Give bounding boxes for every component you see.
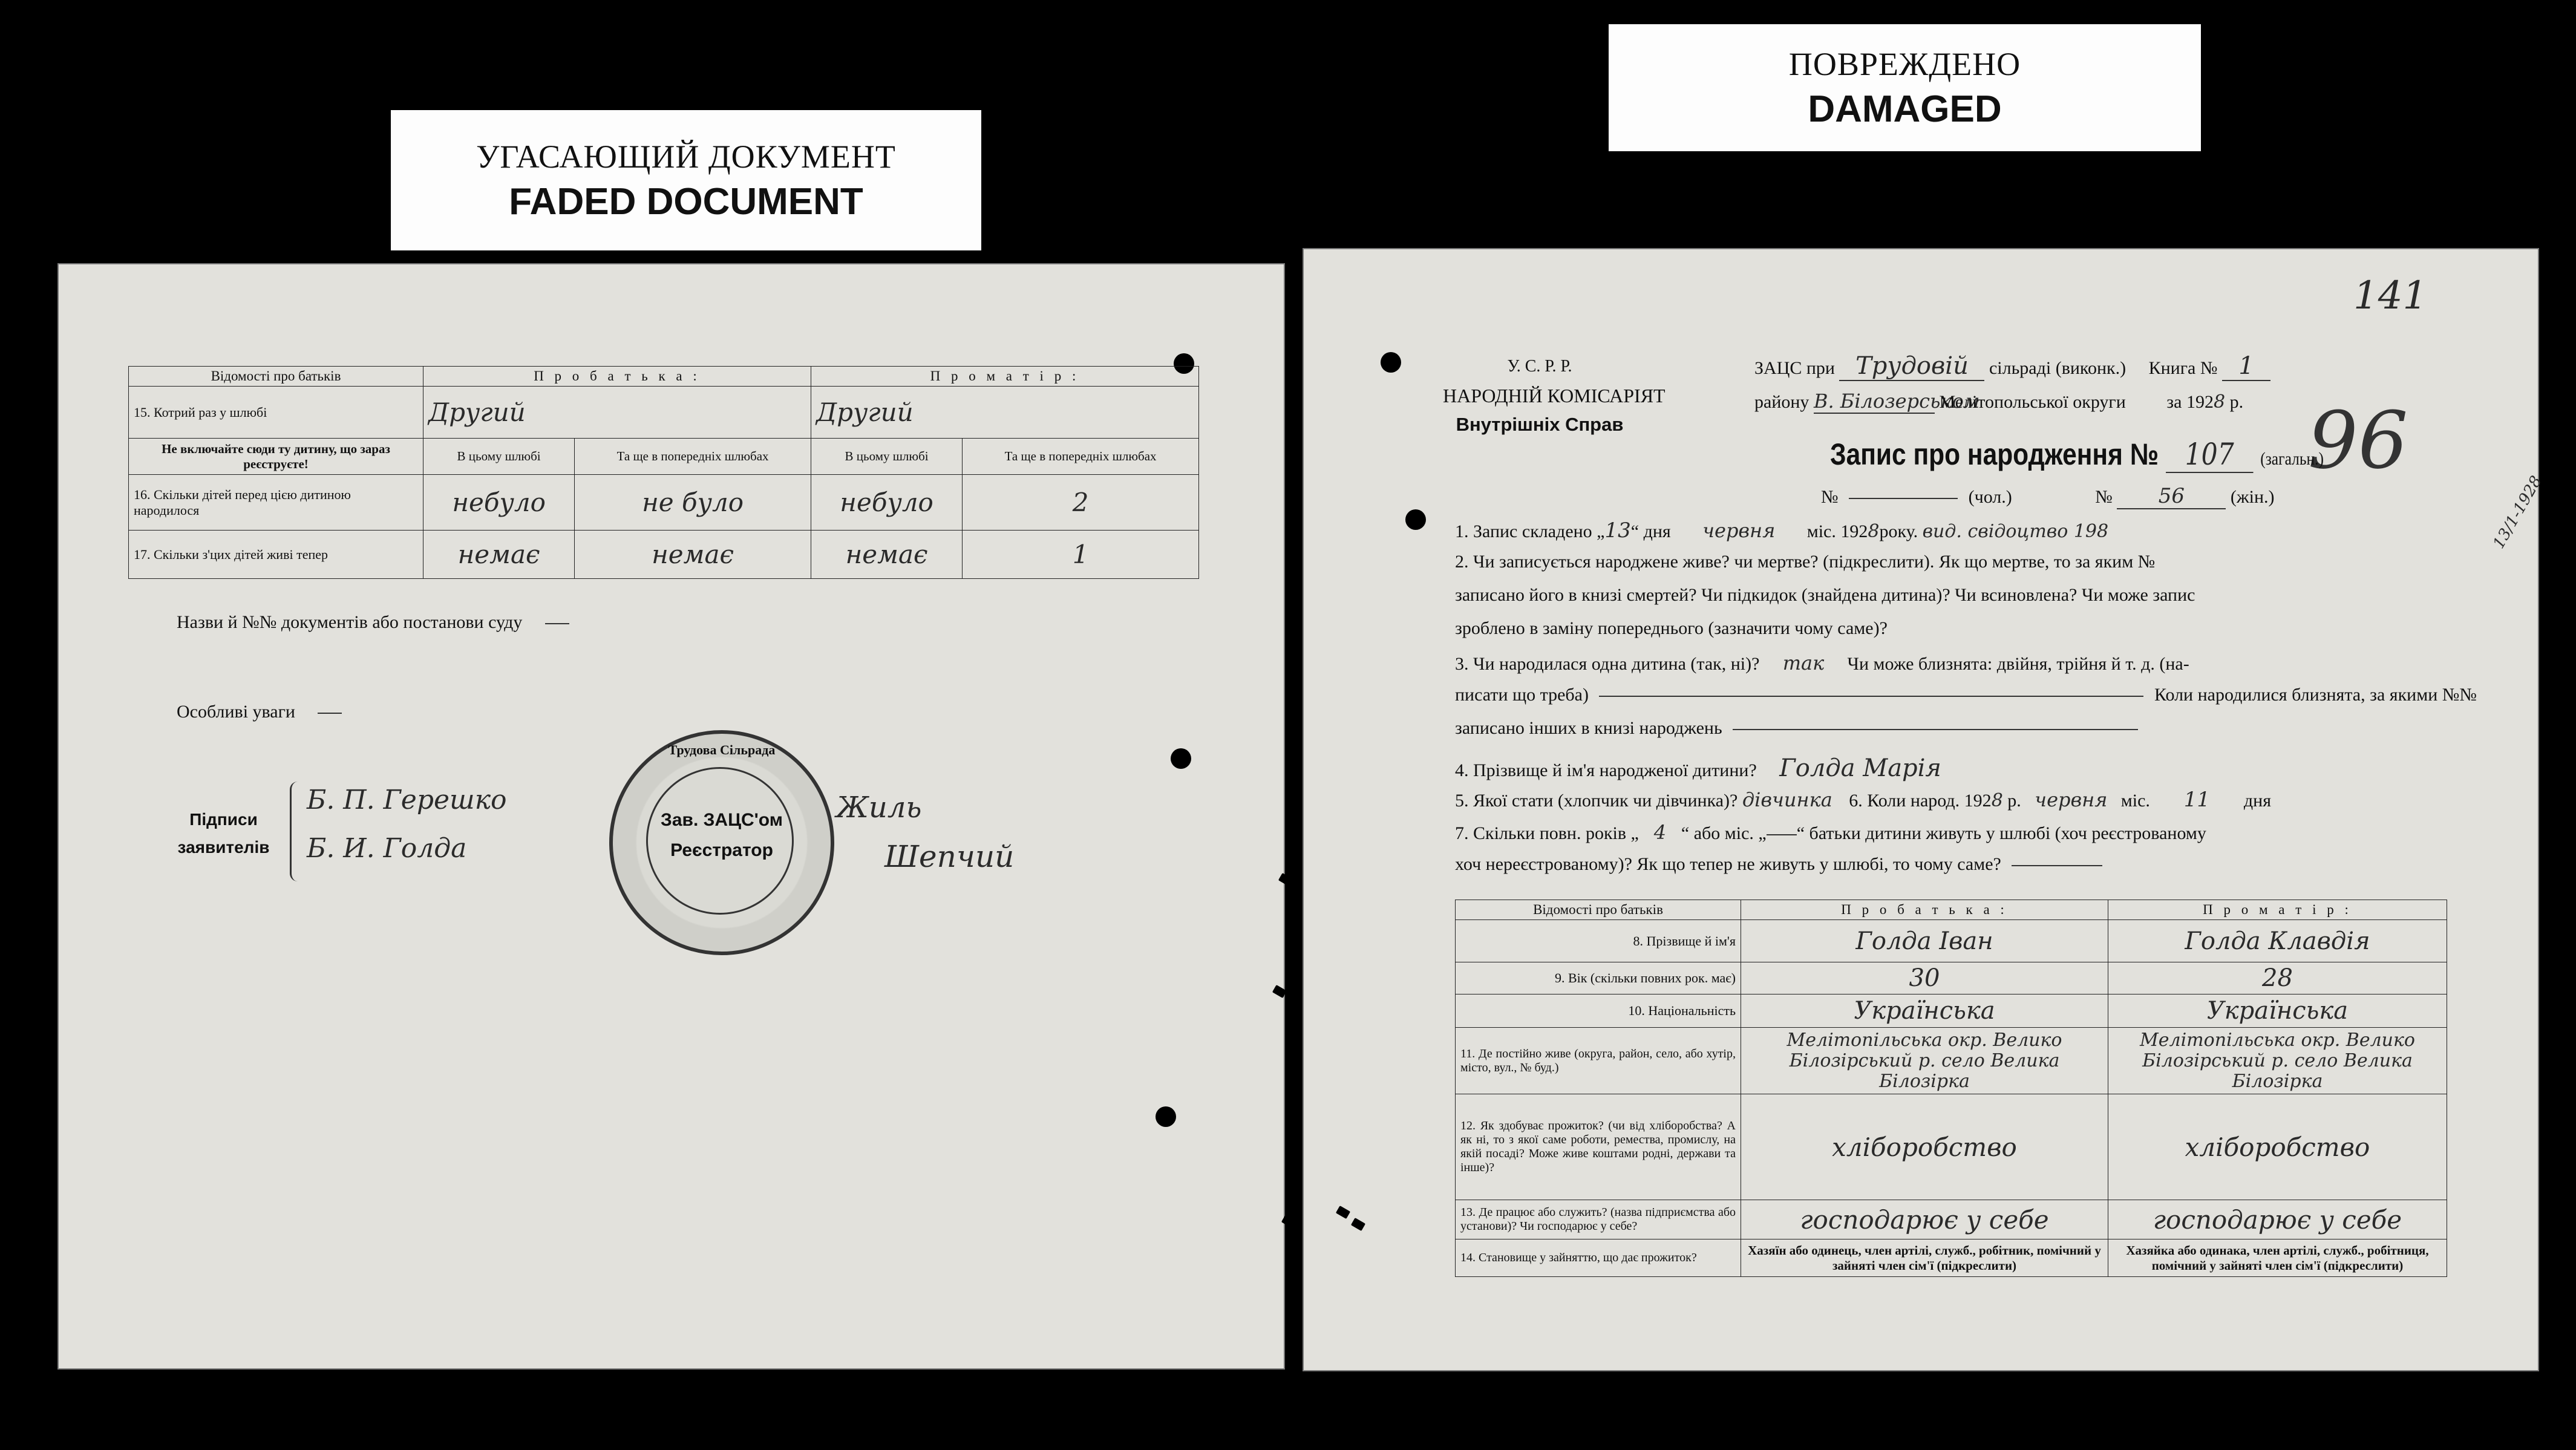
cell-value: 1 [963, 531, 1199, 579]
sub-header: Та ще в попередніх шлюбах [575, 439, 811, 475]
line-text: року. [1879, 521, 1918, 541]
sub-label: Не включайте сюди ту дитину, що зараз реєструєте! [129, 439, 423, 475]
line-text: “ або міс. „ [1681, 823, 1767, 843]
label-en: DAMAGED [1808, 88, 2002, 130]
cell-value: небуло [811, 475, 962, 531]
stamp-center-line2: Реєстратор [670, 840, 773, 860]
parents-table-left [128, 366, 1199, 579]
line-text: Коли народилися близнята, за якими №№ [2154, 685, 2477, 705]
line-text: записано інших в книзі народжень [1455, 718, 1722, 738]
sub-header: Та ще в попередніх шлюбах [963, 439, 1199, 475]
line-5 [1455, 788, 2271, 812]
signature-brace [290, 782, 298, 881]
zags-line [1754, 352, 2270, 381]
table-row [1456, 1028, 2447, 1094]
father-marriage-count: Другий [423, 387, 811, 439]
zags-prefix: ЗАЦС при [1754, 358, 1835, 378]
line-text: писати що треба) [1455, 685, 1589, 705]
big-record-number: 96 [2308, 394, 2408, 486]
mother-value: Українська [2108, 994, 2447, 1028]
cell-value: небуло [423, 475, 575, 531]
mother-value: Голда Клавдія [2108, 920, 2447, 962]
row-label: 15. Котрий раз у шлюбі [129, 387, 423, 439]
birth-year: 8 [1991, 790, 2003, 811]
mother-value: Мелітопільська окр. Велико Білозірський р. село Велика Білозірка [2108, 1028, 2447, 1094]
binding-hole [1405, 509, 1426, 530]
child-name: Голда Марія [1779, 754, 1941, 782]
row-label: 9. Вік (скільки повних рок. має) [1456, 962, 1741, 994]
book-label: Книга № [2148, 358, 2218, 378]
documents-line [177, 612, 569, 633]
mother-marriage-count: Другий [811, 387, 1198, 439]
binding-hole [1381, 352, 1401, 373]
header-cell: П р о м а т і р : [811, 367, 1198, 387]
header-cell: П р о б а т ь к а : [423, 367, 811, 387]
issuer-line2: НАРОДНІЙ КОМІСАРІЯТ [1443, 385, 1666, 407]
cell-value: немає [575, 531, 811, 579]
village-name: Трудовій [1839, 352, 1984, 381]
female-number: 56 [2117, 484, 2226, 509]
row-label: 12. Як здобуває прожиток? (чи від хліборобства? А як ні, то з якої саме роботи, ремества, промислу, на якій посаді? Може живе коштами родні, держави та інше)? [1456, 1094, 1741, 1200]
line-3c [1455, 685, 2477, 705]
female-label: (жін.) [2230, 487, 2275, 507]
registrar-signature-2: Шепчий [884, 839, 1015, 874]
left-page [57, 263, 1285, 1370]
line-7 [1455, 821, 2206, 844]
record-title [1830, 437, 2324, 473]
signature-2: Б. И. Голда [307, 833, 467, 864]
raion-suffix: Мелітопольської округи [1939, 392, 2126, 412]
line-7d [1455, 854, 2102, 875]
documents-label: Назви й №№ документів або постанови суду [177, 612, 523, 632]
mother-value: Хазяйка або одинака, член артілі, служб., робітниця, помічний у зайняті член сім'ї (підкреслити) [2108, 1239, 2447, 1277]
page-number: 141 [2353, 273, 2428, 318]
male-no-label: № [1821, 487, 1839, 507]
notes-line [177, 702, 342, 722]
issuer-block [1443, 352, 1666, 439]
header-cell: Відомості про батьків [129, 367, 423, 387]
row-label: 13. Де працює або служить? (назва підприємства або установи)? Чи господарює у себе? [1456, 1200, 1741, 1239]
years-married: 4 [1653, 821, 1667, 844]
issuer-line3: Внутрішніх Справ [1456, 414, 1624, 435]
registrar-signature: Жиль [836, 791, 922, 825]
line-text: “ дня [1630, 521, 1671, 541]
row-label: 11. Де постійно живе (округа, район, село, або хутір, місто, вул., № буд.) [1456, 1028, 1741, 1094]
father-value: хліборобство [1741, 1094, 2108, 1200]
line-text: 1. Запис складено „ [1455, 521, 1605, 541]
line-2c: зроблено в заміну попереднього (зазначити чому саме)? [1455, 618, 1888, 638]
table-row [1456, 1200, 2447, 1239]
cell-value: немає [811, 531, 962, 579]
line-text: міс. [2120, 791, 2150, 811]
stamp-center-line1: Зав. ЗАЦС'ом [661, 810, 783, 830]
line-text: Чи може близнята: двійня, трійня й т. д. (на- [1847, 654, 2189, 674]
line-text: 3. Чи народилася одна дитина (так, ні)? [1455, 654, 1760, 674]
cell-value: 2 [963, 475, 1199, 531]
parents-table-right [1455, 900, 2447, 1277]
row-label: 10. Національність [1456, 994, 1741, 1028]
line-text: “ батьки дитини живуть у шлюбі (хоч реєстрованому [1796, 823, 2206, 843]
line-text: 5. Якої стати (хлопчик чи дівчинка)? [1455, 791, 1738, 811]
issuer-line1: У. С. Р. Р. [1507, 357, 1572, 376]
book-number: 1 [2222, 352, 2270, 381]
line-1 [1455, 518, 2108, 543]
row-label: 16. Скільки дітей перед цією дитиною народилося [129, 475, 423, 531]
header-cell: П р о м а т і р : [2108, 900, 2447, 920]
margin-note: 13/1-1928 [2489, 472, 2546, 552]
male-label: (чол.) [1968, 487, 2012, 507]
right-page [1303, 248, 2546, 1371]
header-cell: П р о б а т ь к а : [1741, 900, 2108, 920]
row-label: 14. Становище у зайняттю, що дає прожиток? [1456, 1239, 1741, 1277]
female-no-label: № [2095, 487, 2113, 507]
line-text: 6. Коли народ. 192 [1849, 791, 1992, 811]
child-sex: дівчинка [1742, 788, 1832, 811]
line-text: 7. Скільки повн. років „ [1455, 823, 1639, 843]
father-value: Українська [1741, 994, 2108, 1028]
binding-hole [1156, 1106, 1176, 1127]
birth-day: 11 [2183, 788, 2211, 812]
line-text: 4. Прізвище й ім'я народженої дитини? [1455, 760, 1757, 780]
table-row [1456, 994, 2447, 1028]
row-label: 17. Скільки з'цих дітей живі тепер [129, 531, 423, 579]
table-row [1456, 1094, 2447, 1200]
line-4 [1455, 754, 1941, 782]
signature-1: Б. П. Герешко [307, 785, 507, 815]
zags-suffix: сільраді (виконк.) [1989, 358, 2127, 378]
birth-month: червня [2035, 788, 2108, 811]
father-value: господарює у себе [1741, 1200, 2108, 1239]
cell-value: не було [575, 475, 811, 531]
official-stamp [609, 730, 834, 955]
table-row [1456, 962, 2447, 994]
single-birth-answer: так [1782, 652, 1825, 674]
line-3 [1455, 652, 2189, 674]
faded-document-label [391, 110, 981, 250]
year-label: за 192 [2166, 392, 2214, 412]
counts-line [1821, 484, 2275, 509]
record-note: вид. свідоцтво 198 [1922, 521, 2109, 542]
line-text: дня [2243, 791, 2272, 811]
line-2a: 2. Чи записується народжене живе? чи мертве? (підкреслити). Як що мертве, то за яким № [1455, 552, 2156, 572]
raion-name: В. Білозерськом [1813, 390, 1980, 413]
father-value: Мелітопільська окр. Велико Білозірський р. село Велика Білозірка [1741, 1028, 2108, 1094]
line-3e [1455, 718, 2144, 739]
cell-value: немає [423, 531, 575, 579]
record-month: червня [1702, 519, 1776, 542]
notes-label: Особливі уваги [177, 702, 295, 722]
record-title-text: Запис про народження № [1830, 437, 2159, 471]
label-en: FADED DOCUMENT [509, 180, 863, 223]
mother-value: господарює у себе [2108, 1200, 2447, 1239]
signatures-label: Підписи заявителів [177, 810, 270, 857]
binding-hole [1171, 748, 1191, 769]
table-row [1456, 920, 2447, 962]
raion-line [1754, 390, 2243, 414]
damaged-label [1609, 24, 2201, 151]
line-2b: записано його в книзі смертей? Чи підкидок (знайдена дитина)? Чи всиновлена? Чи може запис [1455, 585, 2195, 605]
record-day: 13 [1604, 518, 1631, 543]
sub-header: В цьому шлюбі [423, 439, 575, 475]
total-label: (загальн.) [2260, 449, 2324, 469]
label-ru: ПОВРЕЖДЕНО [1788, 45, 2021, 82]
father-value: Голда Іван [1741, 920, 2108, 962]
mother-value: хліборобство [2108, 1094, 2447, 1200]
record-number: 107 [2166, 437, 2254, 473]
line-text: міс. 192 [1806, 521, 1868, 541]
mother-value: 28 [2108, 962, 2447, 994]
year-r: р. [2229, 392, 2244, 412]
label-ru: УГАСАЮЩИЙ ДОКУМЕНТ [476, 138, 896, 175]
year-digit: 8 [2213, 391, 2226, 413]
table-row [1456, 1239, 2447, 1277]
stamp-ring-text: Трудова Сільрада [668, 742, 776, 757]
raion-prefix: району [1754, 392, 1809, 412]
line-text: хоч нереєстрованому)? Як що тепер не живуть у шлюбі, то чому саме? [1455, 854, 2001, 874]
sub-header: В цьому шлюбі [811, 439, 962, 475]
line-text: р. [2007, 791, 2021, 811]
row-label: 8. Прізвище й ім'я [1456, 920, 1741, 962]
header-cell: Відомості про батьків [1456, 900, 1741, 920]
father-value: 30 [1741, 962, 2108, 994]
father-value: Хазяїн або одинець, член артілі, служб., робітник, помічний у зайняті член сім'ї (підкреслити) [1741, 1239, 2108, 1277]
record-year: 8 [1868, 521, 1880, 542]
